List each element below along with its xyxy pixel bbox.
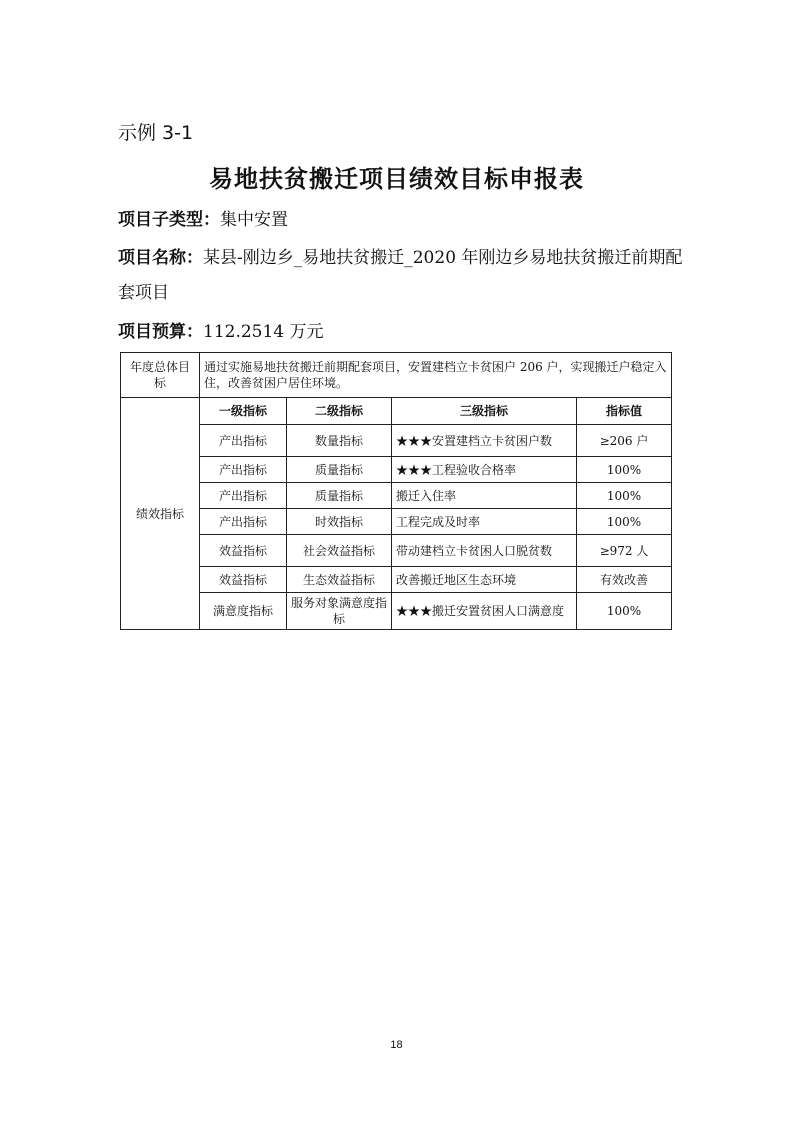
table-row: [121, 457, 672, 483]
row-level2: 质量指标: [287, 457, 392, 483]
table-row: [121, 535, 672, 567]
annual-goal-label: 年度总体目标: [121, 353, 200, 398]
row-value: 100%: [577, 509, 672, 535]
header-value: 指标值: [577, 398, 672, 425]
table-row: [121, 567, 672, 593]
row-level1: 满意度指标: [200, 593, 287, 630]
project-budget-value: 112.2514 万元: [203, 322, 324, 342]
annual-goal-text: 通过实施易地扶贫搬迁前期配套项目，安置建档立卡贫困户 206 户，实现搬迁户稳定入住，改善贫困户居住环境。: [200, 353, 672, 398]
row-value: ≥972 人: [577, 535, 672, 567]
row-level1: 产出指标: [200, 457, 287, 483]
annual-goal-row: [121, 353, 672, 398]
row-level2: 时效指标: [287, 509, 392, 535]
row-level1: 产出指标: [200, 509, 287, 535]
table-header-row: [121, 398, 672, 425]
row-level3: 带动建档立卡贫困人口脱贫数: [392, 535, 577, 567]
project-name-value: 某县-刚边乡_易地扶贫搬迁_2020 年刚边乡易地扶贫搬迁前期配套项目: [118, 248, 683, 303]
performance-indicators-label: 绩效指标: [121, 398, 200, 630]
example-label: 示例 3-1: [118, 122, 194, 144]
row-value: ≥206 户: [577, 425, 672, 457]
table-row: [121, 483, 672, 509]
header-level2: 二级指标: [287, 398, 392, 425]
row-value: 有效改善: [577, 567, 672, 593]
performance-goal-table: [120, 352, 672, 630]
project-name-label: 项目名称：: [118, 248, 203, 268]
row-level3: 工程完成及时率: [392, 509, 577, 535]
row-level3: 改善搬迁地区生态环境: [392, 567, 577, 593]
project-budget-field: [118, 315, 324, 350]
row-level3: ★★★安置建档立卡贫困户数: [392, 425, 577, 457]
row-level3: ★★★工程验收合格率: [392, 457, 577, 483]
row-value: 100%: [577, 457, 672, 483]
page-number: 18: [390, 1039, 403, 1051]
document-title: 易地扶贫搬迁项目绩效目标申报表: [209, 164, 584, 193]
row-level2: 质量指标: [287, 483, 392, 509]
row-level1: 效益指标: [200, 567, 287, 593]
table-row: [121, 593, 672, 630]
project-name-field: [118, 241, 698, 311]
row-level1: 产出指标: [200, 425, 287, 457]
row-level2: 数量指标: [287, 425, 392, 457]
row-level3: ★★★搬迁安置贫困人口满意度: [392, 593, 577, 630]
header-level1: 一级指标: [200, 398, 287, 425]
table-row: [121, 425, 672, 457]
row-level1: 产出指标: [200, 483, 287, 509]
row-level2: 社会效益指标: [287, 535, 392, 567]
row-value: 100%: [577, 483, 672, 509]
project-budget-label: 项目预算：: [118, 322, 203, 342]
row-level1: 效益指标: [200, 535, 287, 567]
row-level2: 生态效益指标: [287, 567, 392, 593]
project-subtype-value: 集中安置: [220, 210, 288, 230]
table-row: [121, 509, 672, 535]
row-value: 100%: [577, 593, 672, 630]
project-subtype-label: 项目子类型：: [118, 210, 220, 230]
row-level2: 服务对象满意度指标: [287, 593, 392, 630]
project-subtype-field: [118, 203, 288, 238]
header-level3: 三级指标: [392, 398, 577, 425]
row-level3: 搬迁入住率: [392, 483, 577, 509]
